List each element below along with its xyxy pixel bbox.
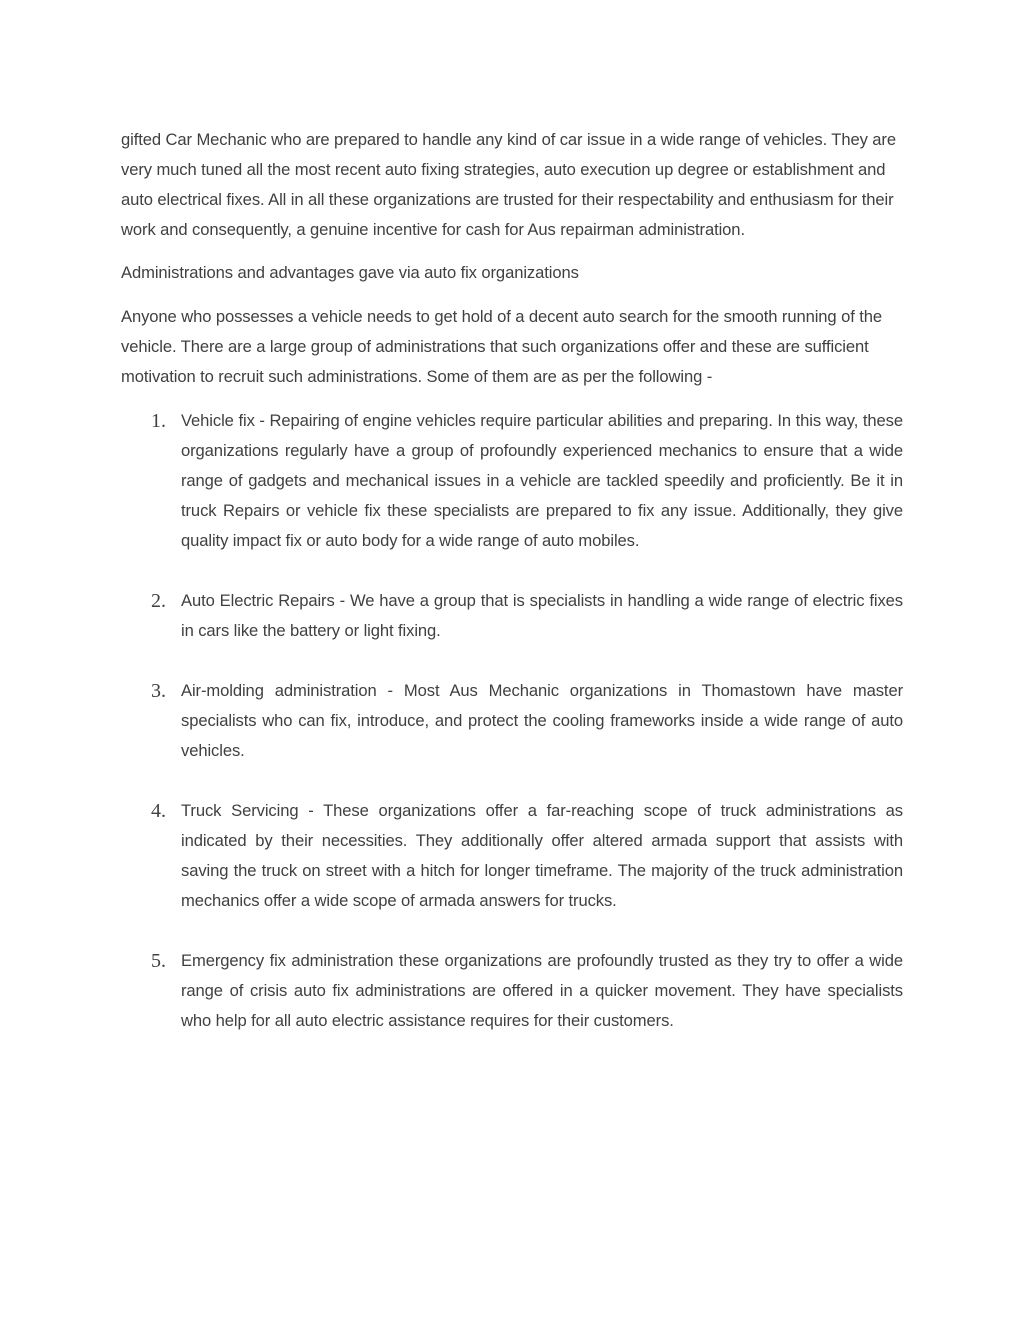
- list-item: [121, 676, 903, 766]
- services-list: [121, 406, 903, 1036]
- list-item-number: 2.: [151, 590, 166, 612]
- list-item-text: Auto Electric Repairs - We have a group that is specialists in handling a wide range of electric fixes in cars like the battery or light fixing.: [181, 591, 903, 640]
- list-item-number: 5.: [151, 950, 166, 972]
- list-item: [121, 406, 903, 556]
- list-item-number: 4.: [151, 800, 166, 822]
- document-body: [121, 125, 903, 1066]
- list-item-number: 3.: [151, 680, 166, 702]
- section-heading: Administrations and advantages gave via auto fix organizations: [121, 263, 579, 282]
- list-item-text: Air-molding administration - Most Aus Mechanic organizations in Thomastown have master specialists who can fix, introduce, and protect the cooling frameworks inside a wide range of auto vehicles.: [181, 681, 903, 760]
- list-item: [121, 796, 903, 916]
- list-item-text: Truck Servicing - These organizations offer a far-reaching scope of truck administrations as indicated by their necessities. They additionally offer altered armada support that assists with saving the truck on street with a hitch for longer timeframe. The majority of the truck administration mechanics offer a wide scope of armada answers for trucks.: [181, 801, 903, 910]
- list-item: [121, 946, 903, 1036]
- intro-paragraph: gifted Car Mechanic who are prepared to handle any kind of car issue in a wide range of vehicles. They are very much tuned all the most recent auto fixing strategies, auto execution up degree or establishment and auto electrical fixes. All in all these organizations are trusted for their respectability and enthusiasm for their work and consequently, a genuine incentive for cash for Aus repairman administration.: [121, 130, 896, 239]
- list-item-text: Vehicle fix - Repairing of engine vehicles require particular abilities and preparing. In this way, these organizations regularly have a group of profoundly experienced mechanics to ensure that a wide range of gadgets and mechanical issues in a vehicle are tackled speedily and proficiently. Be it in truck Repairs or vehicle fix these specialists are prepared to fix any issue. Additionally, they give quality impact fix or auto body for a wide range of auto mobiles.: [181, 411, 903, 550]
- list-item-number: 1.: [151, 410, 166, 432]
- services-intro-paragraph: Anyone who possesses a vehicle needs to get hold of a decent auto search for the smooth running of the vehicle. There are a large group of administrations that such organizations offer and these are sufficient motivation to recruit such administrations. Some of them are as per the following -: [121, 307, 882, 386]
- list-item-text: Emergency fix administration these organizations are profoundly trusted as they try to offer a wide range of crisis auto fix administrations are offered in a quicker movement. They have specialists who help for all auto electric assistance requires for their customers.: [181, 951, 903, 1030]
- list-item: [121, 586, 903, 646]
